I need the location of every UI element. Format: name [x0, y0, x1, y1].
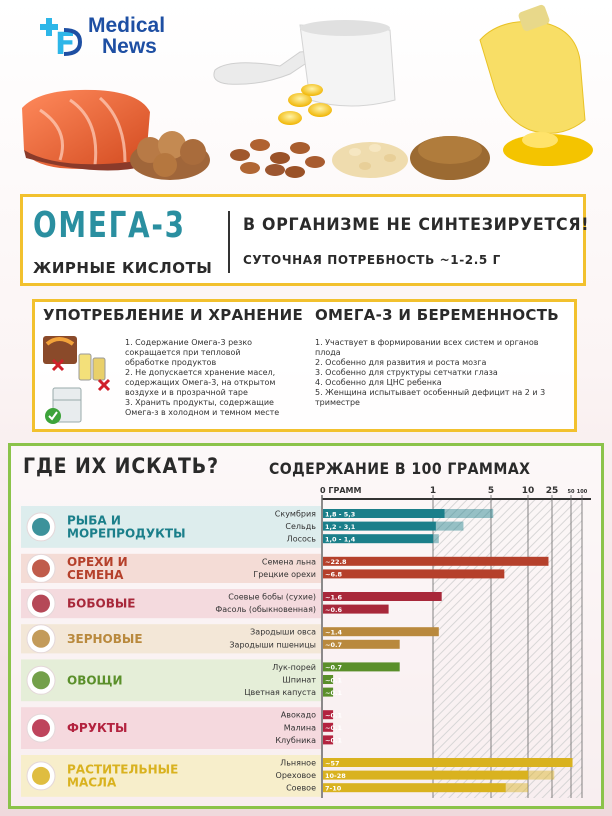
pine-nuts-icon: [332, 142, 408, 178]
item-label: Скумбрия: [274, 509, 316, 519]
flax-seeds-icon: [410, 136, 490, 180]
usage-item: Омега-з в холодном и темном месте: [125, 408, 280, 417]
item-label: Малина: [283, 723, 316, 733]
svg-text:F: F: [55, 27, 76, 58]
data-label: ~0.1: [325, 676, 342, 685]
item-label: Авокадо: [280, 710, 316, 720]
data-label: 1,0 - 1,4: [325, 535, 356, 544]
item-label: Зародыши овса: [250, 627, 316, 637]
cooking-pan-icon: [43, 336, 77, 364]
data-label: ~0.1: [325, 736, 342, 745]
item-label: Лосось: [286, 534, 316, 544]
item-label: Лук-порей: [272, 662, 316, 672]
data-label: ~0.7: [325, 663, 342, 672]
daily-need-text: СУТОЧНАЯ ПОТРЕБНОСТЬ ~1-2.5 Г: [243, 253, 501, 267]
check-mark-icon: [45, 408, 61, 424]
data-label: 1,2 - 3,1: [325, 522, 356, 531]
x-tick-label: 0 ГРАММ: [320, 486, 362, 495]
group-name: РАСТИТЕЛЬНЫЕ: [67, 762, 179, 777]
data-label: ~0.6: [325, 605, 342, 614]
pregnancy-item: 4. Особенно для ЦНС ребенка: [315, 378, 442, 387]
bar-range: [433, 534, 439, 543]
not-synthesized-headline: В ОРГАНИЗМЕ НЕ СИНТЕЗИРУЕТСЯ!: [243, 215, 590, 235]
group-name: СЕМЕНА: [67, 567, 124, 582]
where-to-find-heading: ГДЕ ИХ ИСКАТЬ?: [23, 454, 219, 478]
brand-name-line2: News: [102, 35, 157, 58]
item-label: Семена льна: [261, 557, 316, 567]
x-tick-label: 50: [567, 489, 575, 495]
usage-item: 3. Хранить продукты, содержащие: [125, 398, 274, 407]
bar: [323, 758, 573, 767]
usage-item: 1. Содержание Омега-3 резко: [125, 338, 253, 347]
pregnancy-item: 5. Женщина испытывает особенный дефицит на 2 и 3: [315, 388, 546, 397]
bar-range: [445, 509, 494, 518]
data-label: ~0.1: [325, 724, 342, 733]
bar: [323, 557, 548, 566]
usage-item: 2. Не допускается хранение масел,: [125, 368, 276, 377]
x-tick-label: 25: [545, 486, 559, 496]
item-label: Соевые бобы (сухие): [228, 592, 316, 602]
group-name: ОРЕХИ И: [67, 554, 128, 569]
item-label: Соевое: [286, 783, 316, 793]
x-tick-label: 5: [487, 486, 495, 496]
group-name: РЫБА И: [67, 513, 121, 528]
content-per-100g-heading: СОДЕРЖАНИЕ В 100 ГРАММАХ: [269, 459, 531, 478]
data-label: ~0.1: [325, 688, 342, 697]
omega3-title-panel: [20, 194, 590, 286]
usage-item: содержащих Омега-3, на открытом: [125, 378, 276, 387]
pregnancy-item: 1. Участвует в формировании всех систем и органов: [315, 338, 539, 347]
bar-range: [506, 783, 528, 792]
pregnancy-item: 3. Особенно для структуры сетчатки глаза: [315, 368, 498, 377]
title-divider: [228, 211, 230, 273]
usage-pregnancy-panel: [32, 299, 577, 432]
item-label: Шпинат: [282, 675, 316, 685]
bar-range: [436, 522, 464, 531]
fish-icon-fill: [32, 518, 50, 536]
beans-icon-fill: [32, 595, 50, 613]
bar-min: [323, 783, 506, 792]
item-label: Ореховое: [275, 771, 316, 781]
bar-range: [528, 771, 554, 780]
group-name: БОБОВЫЕ: [67, 596, 136, 611]
chart-hatched-background: [433, 499, 582, 798]
bar-min: [323, 771, 528, 780]
item-label: Клубника: [275, 735, 316, 745]
oil-bottles-icon-fill: [32, 767, 50, 785]
data-label: ~57: [325, 759, 340, 768]
item-label: Сельдь: [285, 522, 316, 532]
data-label: ~6.8: [325, 570, 342, 579]
item-label: Цветная капуста: [244, 688, 316, 698]
group-name: ФРУКТЫ: [67, 721, 128, 736]
data-label: ~1.4: [325, 628, 342, 637]
x-tick-label: 10: [521, 486, 535, 496]
usage-item: обработке продуктов: [125, 358, 217, 367]
data-label: ~0.1: [325, 711, 342, 720]
group-name: МАСЛА: [67, 775, 117, 790]
usage-item: сокращается при тепловой: [125, 348, 241, 357]
item-label: Зародыши пшеницы: [229, 640, 316, 650]
x-tick-label: 1: [429, 486, 437, 496]
pregnancy-item: 2. Особенно для развития и роста мозга: [315, 358, 487, 367]
storage-illustrations: [39, 330, 115, 426]
item-label: Льняное: [280, 758, 316, 768]
raspberry-icon-fill: [32, 719, 50, 737]
brand-name-line1: Medical: [88, 14, 166, 37]
item-label: Фасоль (обыкновенная): [215, 605, 316, 615]
cross-mark-icon: [99, 380, 109, 390]
sources-chart-panel: [8, 443, 604, 809]
data-label: 1,8 - 5,3: [325, 510, 356, 519]
usage-storage-heading: УПОТРЕБЛЕНИЕ И ХРАНЕНИЕ: [43, 306, 304, 324]
pregnancy-heading: ОМЕГА-3 И БЕРЕМЕННОСТЬ: [315, 306, 559, 324]
brand-logo: [38, 14, 165, 58]
group-name: МОРЕПРОДУКТЫ: [67, 526, 186, 541]
data-label: 10-28: [325, 771, 346, 780]
pregnancy-list: [315, 338, 545, 408]
pregnancy-item: триместре: [315, 398, 360, 407]
oil-bottle-icon: [480, 4, 593, 166]
walnut-icon-fill: [32, 559, 50, 577]
oil-bottles-clear-icon: [79, 354, 105, 380]
data-label: ~22.8: [325, 558, 347, 567]
omega3-content-chart: [11, 446, 601, 806]
data-label: ~0.7: [325, 641, 342, 650]
item-label: Грецкие орехи: [253, 569, 316, 579]
pregnancy-item: плода: [315, 348, 341, 357]
bar: [323, 569, 504, 578]
grain-icon-fill: [32, 630, 50, 648]
group-name: ОВОЩИ: [67, 673, 123, 688]
usage-item: воздухе и в прозрачной таре: [125, 388, 248, 397]
data-label: ~1.6: [325, 593, 342, 602]
almond-icon: [230, 139, 325, 178]
usage-storage-list: [125, 338, 279, 418]
leek-icon-fill: [32, 671, 50, 689]
medical-news-logo-icon: [38, 14, 82, 58]
fatty-acids-subtitle: ЖИРНЫЕ КИСЛОТЫ: [33, 259, 213, 277]
omega3-heading: ОМЕГА-3: [33, 205, 186, 246]
group-name: ЗЕРНОВЫЕ: [67, 631, 143, 646]
x-tick-label: 100: [576, 489, 588, 495]
data-label: 7-10: [325, 784, 342, 793]
hero-food-photo: [0, 0, 612, 190]
